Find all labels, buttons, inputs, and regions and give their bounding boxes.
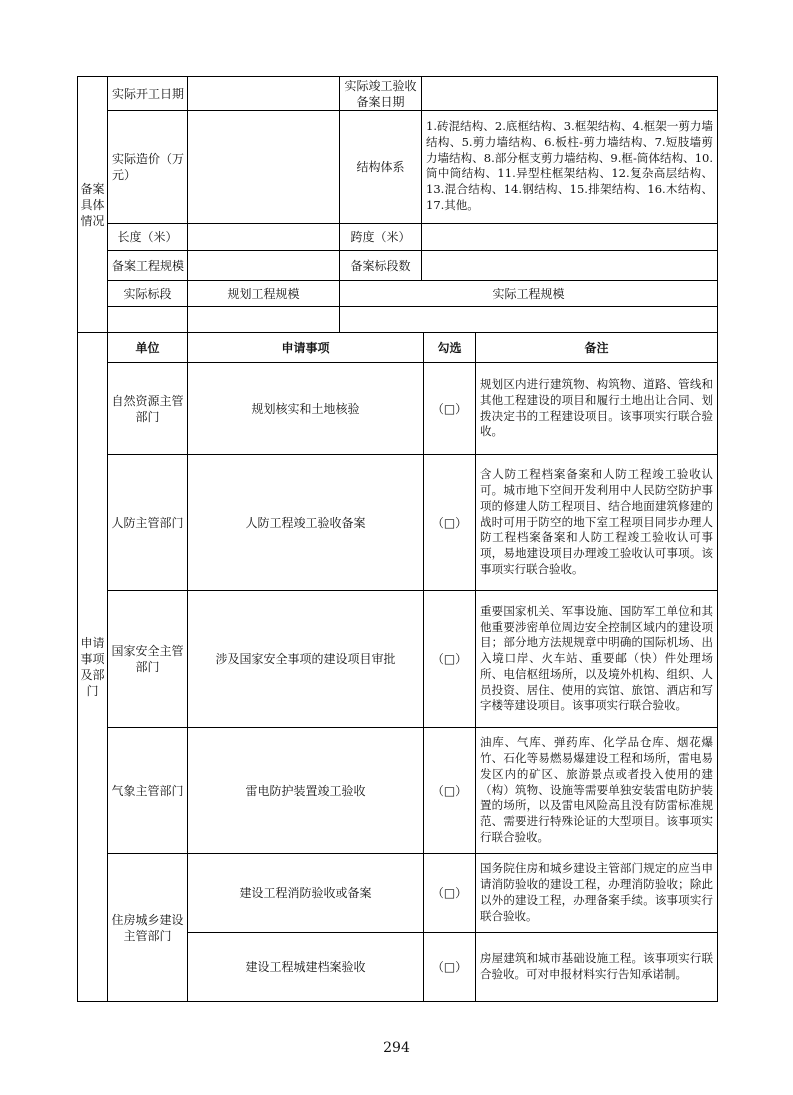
actual-section-value[interactable] bbox=[108, 307, 188, 333]
note-cell: 国务院住房和城乡建设主管部门规定的应当申请消防验收的建设工程，办理消防验收；除此以外的建设工程，办理备案手续。该事项实行联合验收。 bbox=[476, 854, 718, 933]
table-row bbox=[78, 854, 718, 933]
span-value[interactable] bbox=[422, 224, 718, 251]
header-item: 申请事项 bbox=[188, 333, 424, 363]
header-note: 备注 bbox=[476, 333, 718, 363]
cost-value[interactable] bbox=[188, 111, 340, 224]
item-cell: 涉及国家安全事项的建设项目审批 bbox=[188, 591, 424, 728]
note-cell: 含人防工程档案备案和人防工程竣工验收认可。城市地下空间开发利用中人民防空防护事项的修建人防工程项目、结合地面建筑修建的战时可用于防空的地下室工程项目同步办理人防工程档案备案和人防工程竣工验收认可事项，易地建设项目办理竣工验收认可事项。该事项实行联合验收。 bbox=[476, 455, 718, 591]
table-row bbox=[78, 455, 718, 591]
note-cell: 规划区内进行建筑物、构筑物、道路、管线和其他工程建设的项目和履行土地出让合同、划拨决定书的工程建设项目。该事项实行联合验收。 bbox=[476, 363, 718, 455]
item-cell: 建设工程城建档案验收 bbox=[188, 933, 424, 1002]
sections-label: 备案标段数 bbox=[340, 251, 422, 281]
item-cell: 雷电防护装置竣工验收 bbox=[188, 728, 424, 854]
check-box[interactable]: （□） bbox=[424, 933, 476, 1002]
actual-scale-value[interactable] bbox=[340, 307, 718, 333]
note-cell: 油库、气库、弹药库、化学品仓库、烟花爆竹、石化等易燃易爆建设工程和场所，雷电易发区内的矿区、旅游景点或者投入使用的建（构）筑物、设施等需要单独安装雷电防护装置的场所，以及雷电风险高且没有防雷标准规范、需要进行特殊论证的大型项目。该事项实行联合验收。 bbox=[476, 728, 718, 854]
item-cell: 建设工程消防验收或备案 bbox=[188, 854, 424, 933]
completion-date-label: 实际竣工验收备案日期 bbox=[340, 77, 422, 111]
completion-date-value[interactable] bbox=[422, 77, 718, 111]
header-check: 勾选 bbox=[424, 333, 476, 363]
header-unit: 单位 bbox=[108, 333, 188, 363]
sections-value[interactable] bbox=[422, 251, 718, 281]
planned-scale-value[interactable] bbox=[188, 307, 340, 333]
structure-options: 1.砖混结构、2.底框结构、3.框架结构、4.框架一剪力墙结构、5.剪力墙结构、6.板柱-剪力墙结构、7.短肢墙剪力墙结构、8.部分框支剪力墙结构、9.框-筒体结构、10.筒中筒结构、11.异型柱框架结构、12.复杂高层结构、13.混合结构、14.钢结构、15.排架结构、16.木结构、17.其他。 bbox=[422, 111, 718, 224]
check-box[interactable]: （□） bbox=[424, 363, 476, 455]
check-box[interactable]: （□） bbox=[424, 455, 476, 591]
note-cell: 重要国家机关、军事设施、国防军工单位和其他重要涉密单位周边安全控制区域内的建设项目；部分地方法规规章中明确的国际机场、出入境口岸、火车站、重要邮（快）件处理场所、电信枢纽场所，以及境外机构、组织、人员投资、居住、使用的宾馆、旅馆、酒店和写字楼等建设项目。该事项实行联合验收。 bbox=[476, 591, 718, 728]
page-number: 294 bbox=[383, 1040, 410, 1056]
unit-cell: 气象主管部门 bbox=[108, 728, 188, 854]
item-cell: 规划核实和土地核验 bbox=[188, 363, 424, 455]
unit-cell: 自然资源主管部门 bbox=[108, 363, 188, 455]
record-details-table bbox=[77, 76, 718, 333]
table-row bbox=[78, 363, 718, 455]
check-box[interactable]: （□） bbox=[424, 728, 476, 854]
table-row bbox=[78, 591, 718, 728]
table-row bbox=[78, 728, 718, 854]
check-box[interactable]: （□） bbox=[424, 854, 476, 933]
length-value[interactable] bbox=[188, 224, 340, 251]
start-date-value[interactable] bbox=[188, 77, 340, 111]
check-box[interactable]: （□） bbox=[424, 591, 476, 728]
length-label: 长度（米） bbox=[108, 224, 188, 251]
actual-scale-label: 实际工程规模 bbox=[340, 281, 718, 307]
apply-side-label: 申请事项及部门 bbox=[78, 333, 108, 1002]
unit-cell: 人防主管部门 bbox=[108, 455, 188, 591]
span-label: 跨度（米） bbox=[340, 224, 422, 251]
unit-cell: 住房城乡建设主管部门 bbox=[108, 854, 188, 1002]
item-cell: 人防工程竣工验收备案 bbox=[188, 455, 424, 591]
unit-cell: 国家安全主管部门 bbox=[108, 591, 188, 728]
cost-label: 实际造价（万元） bbox=[108, 111, 188, 224]
scale-label: 备案工程规模 bbox=[108, 251, 188, 281]
scale-value[interactable] bbox=[188, 251, 340, 281]
start-date-label: 实际开工日期 bbox=[108, 77, 188, 111]
record-side-label: 备案具体情况 bbox=[78, 77, 108, 333]
actual-section-label: 实际标段 bbox=[108, 281, 188, 307]
application-table bbox=[77, 332, 718, 1002]
structure-label: 结构体系 bbox=[340, 111, 422, 224]
planned-scale-label: 规划工程规模 bbox=[188, 281, 340, 307]
note-cell: 房屋建筑和城市基础设施工程。该事项实行联合验收。可对申报材料实行告知承诺制。 bbox=[476, 933, 718, 1002]
